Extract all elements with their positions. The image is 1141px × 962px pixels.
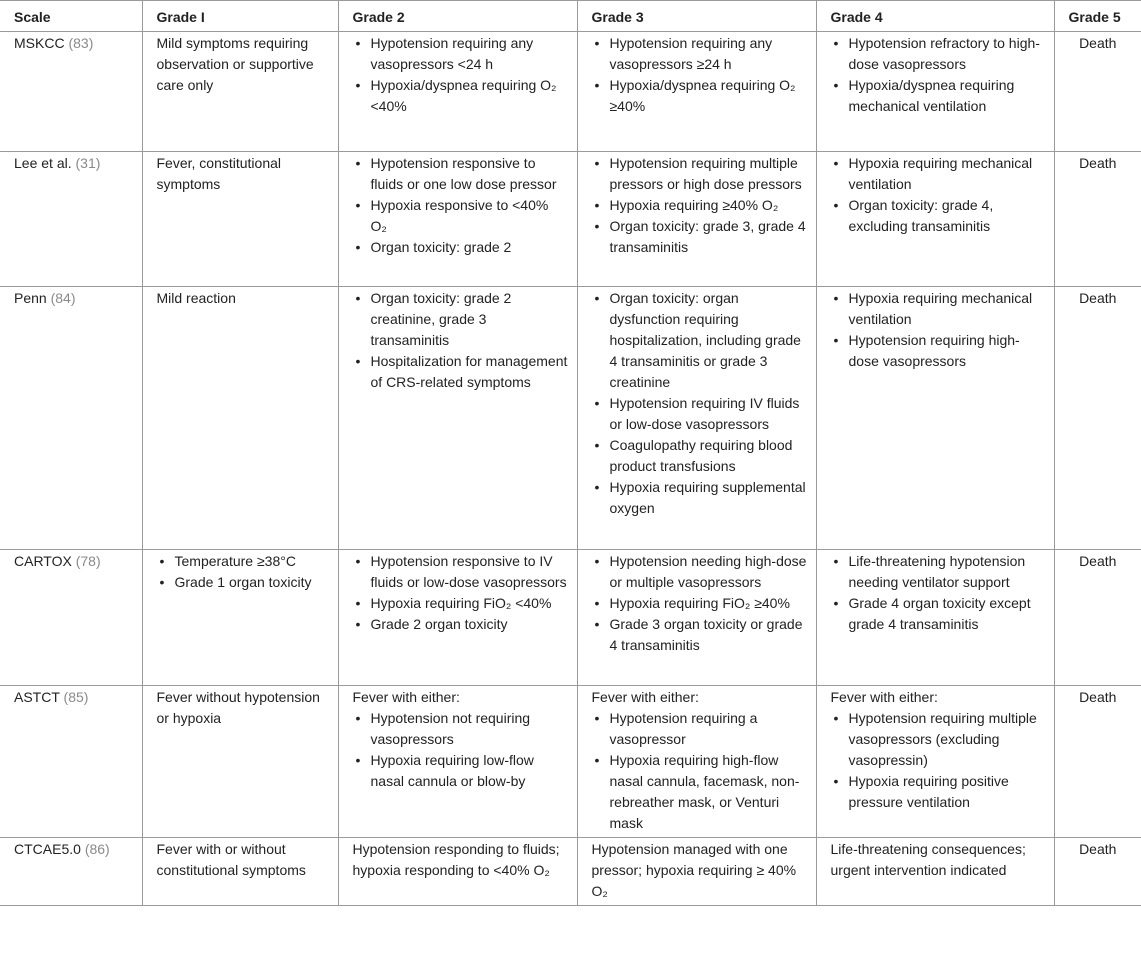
table-row <box>0 686 1141 838</box>
list-item: • Hypotension requiring multiple pressors or high dose pressors <box>592 153 808 195</box>
header-scale: Scale <box>0 1 142 32</box>
grade-1-cell <box>142 686 338 838</box>
cell-text: Fever with either: <box>591 689 699 705</box>
scale-name: Lee et al. <box>14 155 72 171</box>
list-item: • Grade 4 organ toxicity except grade 4 transaminitis <box>831 593 1046 635</box>
cell-text: Fever with or without constitutional symptoms <box>156 841 306 878</box>
list-item: • Organ toxicity: grade 4, excluding transaminitis <box>831 195 1046 237</box>
grade-4-cell <box>816 32 1054 152</box>
list-item: • Hypotension requiring high-dose vasopressors <box>831 330 1046 372</box>
header-grade-4: Grade 4 <box>816 1 1054 32</box>
header-grade-3: Grade 3 <box>577 1 816 32</box>
bullet-list <box>831 33 1046 117</box>
cell-text: Hypotension responding to fluids; hypoxia responding to <40% O₂ <box>352 841 560 878</box>
list-item: • Hypoxia/dyspnea requiring O₂ <40% <box>353 75 569 117</box>
grade-4-cell <box>816 550 1054 686</box>
list-item: • Hypotension requiring a vasopressor <box>592 708 808 750</box>
table-row <box>0 287 1141 550</box>
grade-5-cell: Death <box>1054 838 1141 906</box>
cell-text: Hypotension managed with one pressor; hypoxia requiring ≥ 40% O₂ <box>591 841 797 899</box>
list-item: • Hypotension requiring multiple vasopressors (excluding vasopressin) <box>831 708 1046 771</box>
list-item: • Hypotension not requiring vasopressors <box>353 708 569 750</box>
grade-3-cell <box>577 287 816 550</box>
list-item: • Grade 1 organ toxicity <box>157 572 330 593</box>
list-item: • Hypoxia requiring supplemental oxygen <box>592 477 808 519</box>
list-item: • Life-threatening hypotension needing ventilator support <box>831 551 1046 593</box>
bullet-list <box>157 551 330 593</box>
list-item: • Hypoxia/dyspnea requiring mechanical ventilation <box>831 75 1046 117</box>
list-item: • Coagulopathy requiring blood product transfusions <box>592 435 808 477</box>
grade-2-cell <box>338 32 577 152</box>
grade-1-cell <box>142 287 338 550</box>
list-item: • Hypoxia requiring positive pressure ventilation <box>831 771 1046 813</box>
list-item: • Temperature ≥38°C <box>157 551 330 572</box>
bullet-list <box>353 708 569 792</box>
scale-name: CARTOX <box>14 553 72 569</box>
cell-text: Fever without hypotension or hypoxia <box>156 689 320 726</box>
grade-2-cell <box>338 152 577 287</box>
grade-4-cell <box>816 686 1054 838</box>
bullet-list <box>592 288 808 519</box>
scale-name: MSKCC <box>14 35 65 51</box>
bullet-list <box>831 551 1046 635</box>
grade-5-cell: Death <box>1054 152 1141 287</box>
grade-2-cell <box>338 686 577 838</box>
grade-4-cell <box>816 287 1054 550</box>
cell-text: Fever, constitutional symptoms <box>156 155 282 192</box>
list-item: • Hypoxia responsive to <40% O₂ <box>353 195 569 237</box>
grade-5-cell: Death <box>1054 32 1141 152</box>
grade-3-cell <box>577 686 816 838</box>
list-item: • Grade 2 organ toxicity <box>353 614 569 635</box>
list-item: • Hypotension requiring any vasopressors <24 h <box>353 33 569 75</box>
bullet-list <box>353 288 569 393</box>
cell-text: Mild reaction <box>156 290 236 306</box>
bullet-list <box>353 33 569 117</box>
list-item: • Hypotension requiring IV fluids or low-dose vasopressors <box>592 393 808 435</box>
bullet-list <box>592 153 808 258</box>
list-item: • Hypoxia requiring high-flow nasal cannula, facemask, non-rebreather mask, or Venturi mask <box>592 750 808 834</box>
reference-link[interactable]: (85) <box>63 689 89 705</box>
cell-text: Fever with either: <box>830 689 938 705</box>
list-item: • Hypoxia/dyspnea requiring O₂ ≥40% <box>592 75 808 117</box>
reference-link[interactable]: (86) <box>84 841 110 857</box>
bullet-list <box>592 551 808 656</box>
list-item: • Grade 3 organ toxicity or grade 4 transaminitis <box>592 614 808 656</box>
bullet-list <box>831 153 1046 237</box>
scale-cell <box>0 550 142 686</box>
list-item: • Hypotension requiring any vasopressors ≥24 h <box>592 33 808 75</box>
table-row <box>0 838 1141 906</box>
grade-2-cell <box>338 838 577 906</box>
table-row <box>0 152 1141 287</box>
reference-link[interactable]: (31) <box>75 155 101 171</box>
list-item: • Hypotension responsive to fluids or one low dose pressor <box>353 153 569 195</box>
grade-2-cell <box>338 287 577 550</box>
scale-name: ASTCT <box>14 689 60 705</box>
header-grade-5: Grade 5 <box>1054 1 1141 32</box>
list-item: • Hypoxia requiring low-flow nasal cannula or blow-by <box>353 750 569 792</box>
list-item: • Hypoxia requiring ≥40% O₂ <box>592 195 808 216</box>
header-row <box>0 1 1141 32</box>
reference-link[interactable]: (84) <box>50 290 76 306</box>
cell-text: Mild symptoms requiring observation or supportive care only <box>156 35 314 93</box>
bullet-list <box>353 551 569 635</box>
scale-cell <box>0 686 142 838</box>
list-item: • Organ toxicity: organ dysfunction requiring hospitalization, including grade 4 transaminitis or grade 3 creatinine <box>592 288 808 393</box>
scale-cell <box>0 838 142 906</box>
scale-name: CTCAE5.0 <box>14 841 81 857</box>
list-item: • Organ toxicity: grade 2 creatinine, grade 3 transaminitis <box>353 288 569 351</box>
scale-cell <box>0 287 142 550</box>
list-item: • Organ toxicity: grade 3, grade 4 transaminitis <box>592 216 808 258</box>
bullet-list <box>592 708 808 834</box>
bullet-list <box>592 33 808 117</box>
grade-4-cell <box>816 152 1054 287</box>
grade-5-cell: Death <box>1054 287 1141 550</box>
grade-1-cell <box>142 152 338 287</box>
grade-4-cell <box>816 838 1054 906</box>
list-item: • Hospitalization for management of CRS-related symptoms <box>353 351 569 393</box>
grade-2-cell <box>338 550 577 686</box>
grade-1-cell <box>142 32 338 152</box>
grade-3-cell <box>577 550 816 686</box>
grade-3-cell <box>577 32 816 152</box>
grade-3-cell <box>577 838 816 906</box>
bullet-list <box>831 288 1046 372</box>
cell-text: Fever with either: <box>352 689 460 705</box>
list-item: • Hypoxia requiring mechanical ventilation <box>831 153 1046 195</box>
table-row <box>0 550 1141 686</box>
list-item: • Organ toxicity: grade 2 <box>353 237 569 258</box>
grade-5-cell: Death <box>1054 686 1141 838</box>
grade-5-cell: Death <box>1054 550 1141 686</box>
bullet-list <box>831 708 1046 813</box>
scale-cell <box>0 152 142 287</box>
scale-cell <box>0 32 142 152</box>
table-row <box>0 32 1141 152</box>
grade-3-cell <box>577 152 816 287</box>
header-grade-1: Grade I <box>142 1 338 32</box>
list-item: • Hypoxia requiring FiO₂ ≥40% <box>592 593 808 614</box>
list-item: • Hypotension needing high-dose or multiple vasopressors <box>592 551 808 593</box>
grade-1-cell <box>142 550 338 686</box>
grade-1-cell <box>142 838 338 906</box>
list-item: • Hypoxia requiring FiO₂ <40% <box>353 593 569 614</box>
reference-link[interactable]: (83) <box>68 35 94 51</box>
list-item: • Hypoxia requiring mechanical ventilation <box>831 288 1046 330</box>
list-item: • Hypotension refractory to high-dose vasopressors <box>831 33 1046 75</box>
scale-name: Penn <box>14 290 47 306</box>
cell-text: Life-threatening consequences; urgent intervention indicated <box>830 841 1026 878</box>
list-item: • Hypotension responsive to IV fluids or low-dose vasopressors <box>353 551 569 593</box>
header-grade-2: Grade 2 <box>338 1 577 32</box>
reference-link[interactable]: (78) <box>75 553 101 569</box>
bullet-list <box>353 153 569 258</box>
